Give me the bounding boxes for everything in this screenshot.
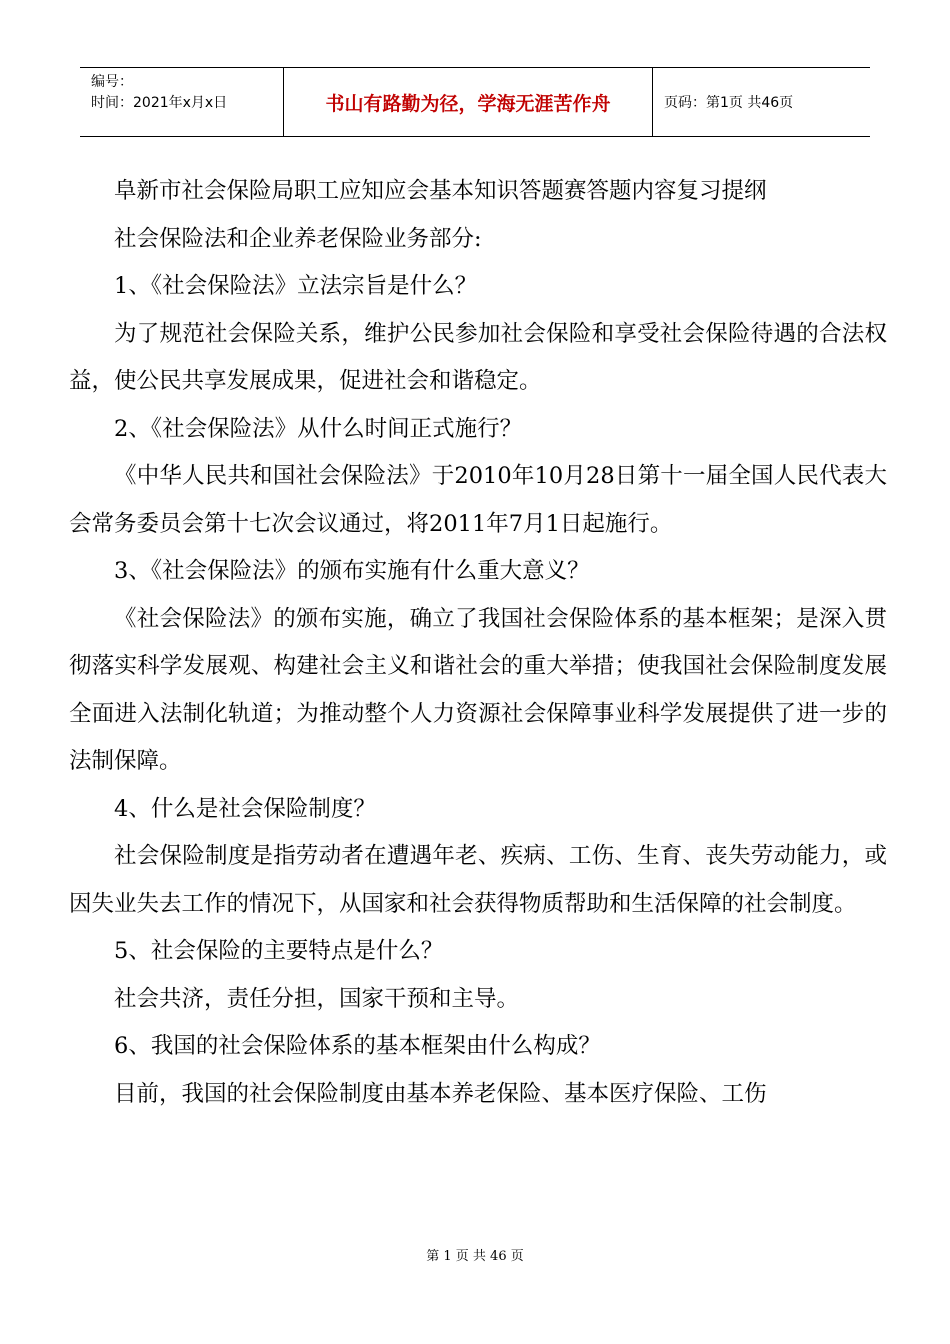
answer-2: 《中华人民共和国社会保险法》于2010年10月28日第十一届全国人民代表大会常务委员会第十七次会议通过，将2011年7月1日起施行。 xyxy=(69,463,887,537)
answer-5: 社会共济，责任分担，国家干预和主导。 xyxy=(114,985,520,1012)
doc-title: 阜新市社会保险局职工应知应会基本知识答题赛答题内容复习提纲 xyxy=(114,178,767,204)
header-meta xyxy=(80,68,283,136)
question-1: 1、《社会保险法》立法宗旨是什么？ xyxy=(114,273,478,299)
answer-6: 目前，我国的社会保险制度由基本养老保险、基本医疗保险、工伤 xyxy=(114,1080,767,1107)
question-4: 4、什么是社会保险制度？ xyxy=(114,795,376,822)
page-footer: 第 1 页 共 46 页 xyxy=(426,1249,524,1264)
question-5: 5、社会保险的主要特点是什么？ xyxy=(114,938,444,964)
header-motto-cell xyxy=(283,68,653,136)
answer-1: 为了规范社会保险关系，维护公民参加社会保险和享受社会保险待遇的合法权益，使公民共享发展成果，促进社会和谐稳定。 xyxy=(69,320,887,394)
answer-3: 《社会保险法》的颁布实施，确立了我国社会保险体系的基本框架；是深入贯彻落实科学发展观、构建社会主义和谐社会的重大举措；使我国社会保险制度发展全面进入法制化轨道；为推动整个人力资源社会保障事业科学发展提供了进一步的法制保障。 xyxy=(69,605,887,774)
answer-4: 社会保险制度是指劳动者在遭遇年老、疾病、工伤、生育、丧失劳动能力，或因失业失去工作的情况下，从国家和社会获得物质帮助和生活保障的社会制度。 xyxy=(69,843,887,917)
question-6: 6、我国的社会保险体系的基本框架由什么构成？ xyxy=(114,1033,601,1059)
document-header xyxy=(80,67,870,137)
document-body xyxy=(69,168,887,1118)
motto-text: 书山有路勤为径，学海无涯苦作舟 xyxy=(325,92,611,115)
page-info: 页码：第1页 共46页 xyxy=(664,95,794,111)
question-3: 3、《社会保险法》的颁布实施有什么重大意义？ xyxy=(114,558,590,584)
time-label: 时间：2021年x月x日 xyxy=(91,95,228,111)
question-2: 2、《社会保险法》从什么时间正式施行？ xyxy=(114,415,523,442)
header-page-cell xyxy=(653,68,870,136)
number-label: 编号： xyxy=(91,74,133,90)
section-heading: 社会保险法和企业养老保险业务部分: xyxy=(114,225,482,252)
